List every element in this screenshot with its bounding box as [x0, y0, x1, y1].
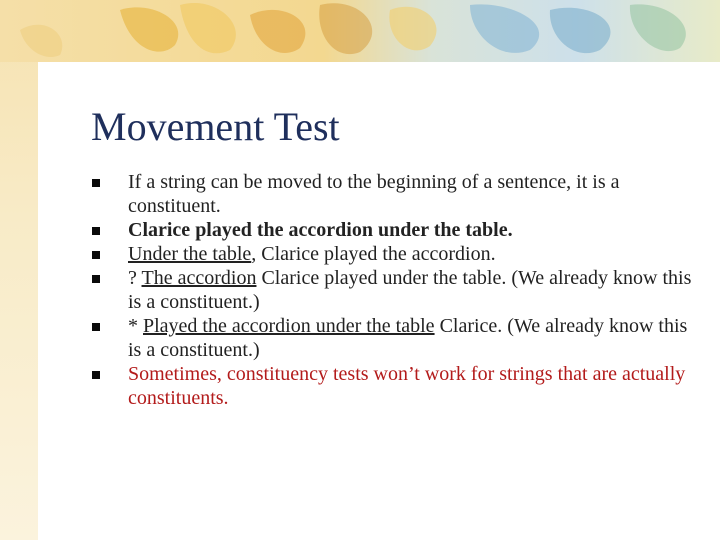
bullet-text-rest: Clarice. (We already know this is a constituent.): [128, 315, 688, 361]
bullet-item-3: [92, 242, 692, 266]
bullet-list: [92, 170, 692, 410]
slide-title: Movement Test: [91, 104, 340, 149]
decorative-leaf-banner: [0, 0, 720, 62]
judgment-marker: *: [128, 315, 143, 337]
bullet-item-5: [92, 314, 692, 362]
example-sentence: Clarice played the accordion under the table.: [128, 219, 513, 241]
judgment-marker: ?: [128, 267, 142, 289]
bullet-item-4: [92, 266, 692, 314]
bullet-item-6: [92, 362, 692, 410]
square-bullet-icon: [92, 227, 100, 235]
moved-constituent: Under the table: [128, 243, 252, 265]
bullet-text: If a string can be moved to the beginning of a sentence, it is a constituent.: [128, 171, 620, 217]
moved-constituent: The accordion: [141, 267, 257, 289]
left-decorative-strip: [0, 0, 38, 540]
bullet-text-rest: , Clarice played the accordion.: [251, 243, 496, 265]
bullet-text-rest: Clarice played under the table. (We already know this is a constituent.): [128, 267, 692, 313]
caveat-text: Sometimes, constituency tests won’t work for strings that are actually constituents.: [128, 363, 686, 409]
square-bullet-icon: [92, 179, 100, 187]
square-bullet-icon: [92, 371, 100, 379]
square-bullet-icon: [92, 275, 100, 283]
square-bullet-icon: [92, 251, 100, 259]
bullet-item-2: [92, 218, 692, 242]
bullet-item-1: [92, 170, 692, 218]
moved-constituent: Played the accordion under the table: [143, 315, 435, 337]
square-bullet-icon: [92, 323, 100, 331]
